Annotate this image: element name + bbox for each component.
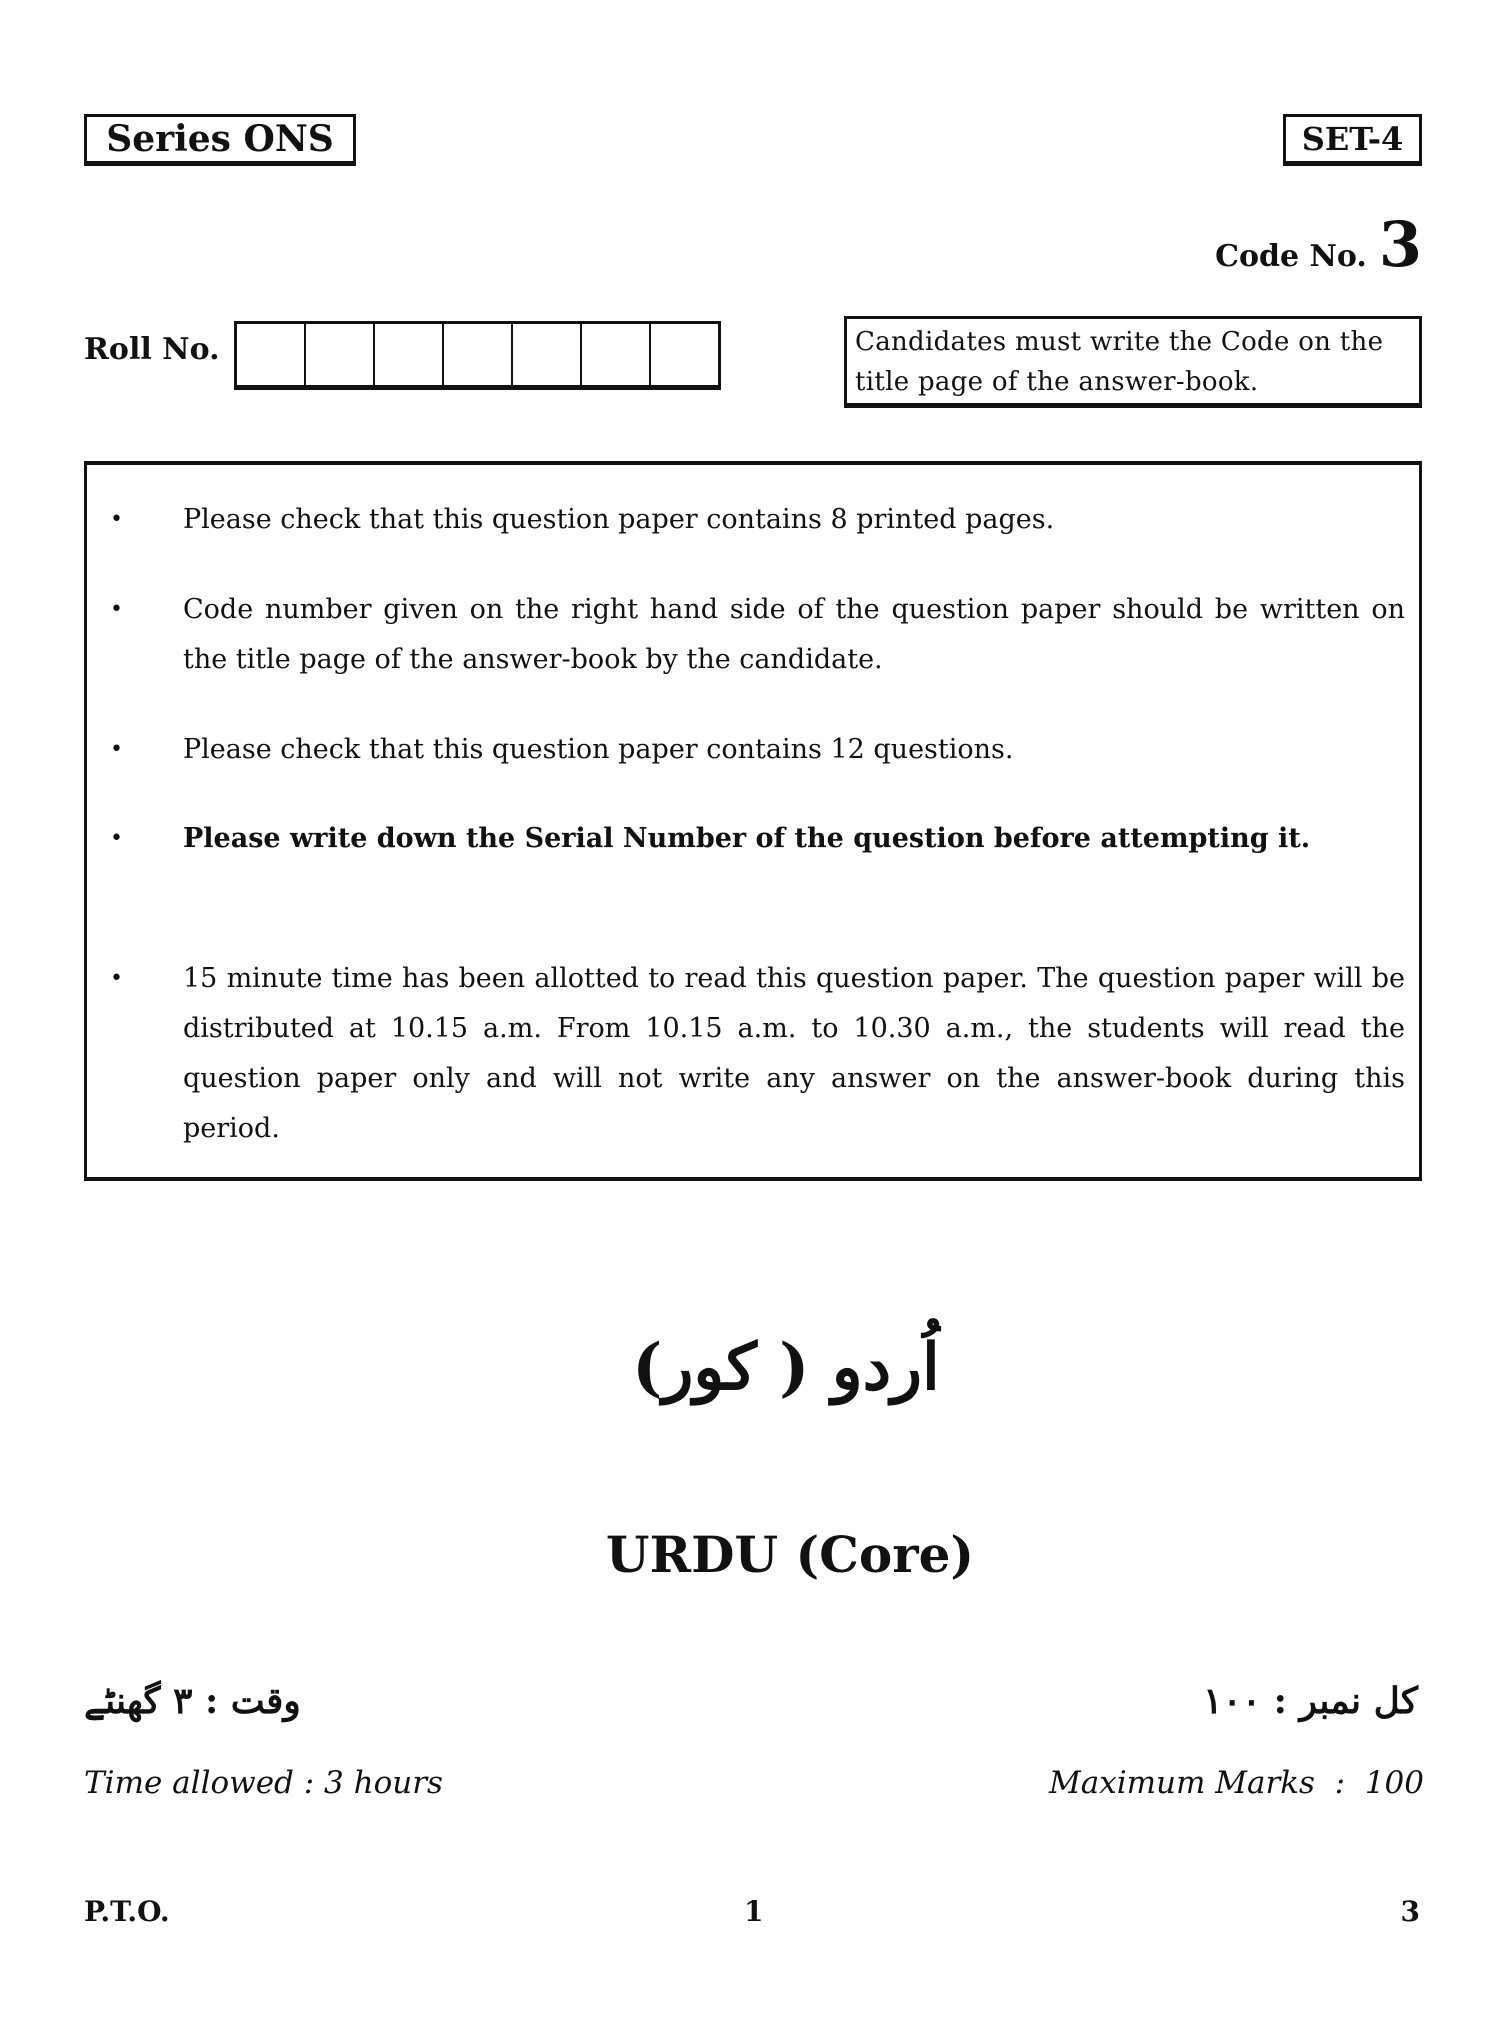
urdu-subject-title: اُردو ( کور) [632, 1330, 940, 1405]
subject-title: URDU (Core) [605, 1525, 975, 1584]
roll-number-cell [306, 324, 375, 385]
pto-label: P.T.O. [84, 1895, 170, 1928]
roll-number-label: Roll No. [84, 332, 220, 367]
roll-number-boxes [234, 321, 721, 390]
urdu-maximum-marks: کل نمبر : ۱۰۰ [1203, 1680, 1418, 1722]
roll-number-cell [582, 324, 651, 385]
code-value: 3 [1378, 208, 1422, 281]
set-label: SET-4 [1283, 114, 1422, 166]
code-label: Code No. [1215, 239, 1367, 274]
instruction-text: 15 minute time has been allotted to read this question paper. The question paper will be distributed at 10.15 a.m. From 10.15 a.m. to 10.30 a.m., the students will read the question paper only and will not write any answer on the answer-book during this period. [183, 963, 1405, 1144]
instruction-text: Please check that this question paper contains 12 questions. [183, 734, 1014, 765]
series-label: Series ONS [84, 114, 356, 166]
bullet-icon: • [110, 597, 123, 622]
instruction-text: Please write down the Serial Number of the question before attempting it. [183, 823, 1311, 854]
bullet-icon: • [110, 826, 123, 851]
urdu-time-allowed: وقت : ۳ گھنٹے [84, 1680, 301, 1722]
roll-number-cell [651, 324, 718, 385]
instructions-box [84, 461, 1422, 1181]
roll-number-cell [375, 324, 444, 385]
instruction-text: Code number given on the right hand side of the question paper should be written on the title page of the answer-book by the candidate. [183, 594, 1405, 675]
roll-number-cell [513, 324, 582, 385]
footer-code: 3 [1400, 1895, 1420, 1928]
bullet-icon: • [110, 507, 123, 532]
candidates-note: Candidates must write the Code on the title page of the answer-book. [844, 316, 1422, 408]
time-allowed: Time allowed : 3 hours [84, 1765, 443, 1801]
page-number: 1 [744, 1895, 764, 1928]
code-number [1215, 208, 1422, 281]
bullet-icon: • [110, 966, 123, 991]
roll-number-cell [444, 324, 513, 385]
instruction-text: Please check that this question paper contains 8 printed pages. [183, 504, 1055, 535]
bullet-icon: • [110, 737, 123, 762]
maximum-marks: Maximum Marks : 100 [1049, 1765, 1424, 1801]
roll-number-cell [237, 324, 306, 385]
